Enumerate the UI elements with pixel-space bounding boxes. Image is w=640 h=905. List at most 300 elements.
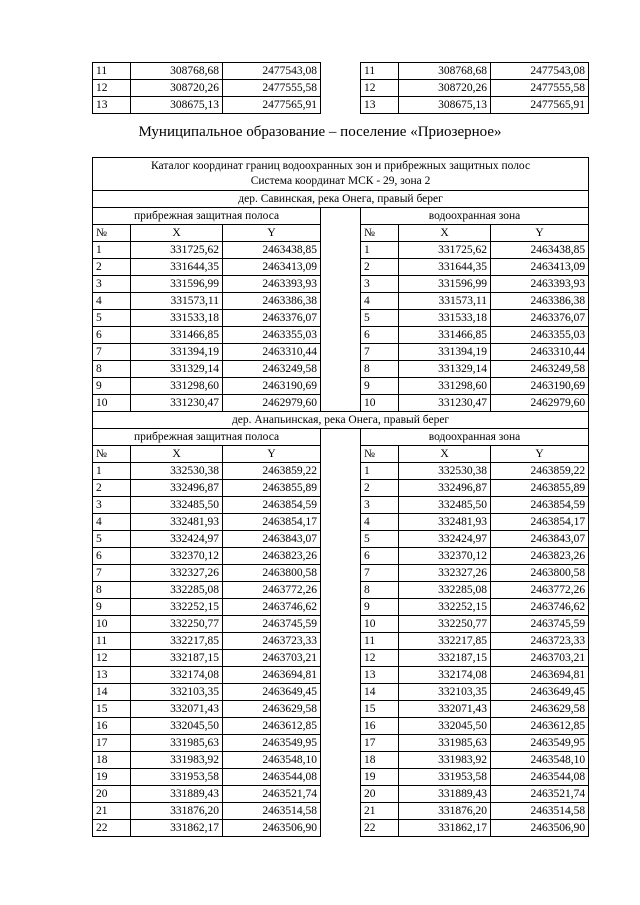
point-number: 6: [361, 327, 399, 344]
point-number: 8: [93, 361, 131, 378]
coord-x: 331298,60: [399, 378, 491, 395]
column-gap: [321, 378, 361, 395]
point-number: 12: [93, 80, 131, 97]
coord-y: 2463376,07: [223, 310, 321, 327]
column-gap: [321, 310, 361, 327]
coord-x: 332530,38: [399, 463, 491, 480]
point-number: 7: [93, 565, 131, 582]
header-number: №: [93, 225, 131, 242]
right-zone-title: водоохранная зона: [361, 429, 589, 446]
coord-x: 331983,92: [131, 752, 223, 769]
column-gap: [321, 684, 361, 701]
table-row: [93, 310, 589, 327]
coord-y: 2477555,58: [223, 80, 321, 97]
coord-y: 2463521,74: [491, 786, 589, 803]
column-gap: [321, 327, 361, 344]
coord-x: 332071,43: [131, 701, 223, 718]
column-header-row: [93, 225, 589, 242]
point-number: 22: [361, 820, 399, 837]
coord-y: 2463355,03: [491, 327, 589, 344]
column-gap: [321, 395, 361, 412]
header-y: Y: [491, 225, 589, 242]
table-row: [93, 701, 589, 718]
column-gap: [321, 650, 361, 667]
column-gap: [321, 786, 361, 803]
point-number: 9: [361, 378, 399, 395]
table-row: [93, 684, 589, 701]
point-number: 13: [93, 97, 131, 114]
coord-y: 2463854,59: [223, 497, 321, 514]
coord-x: 331394,19: [131, 344, 223, 361]
point-number: 16: [361, 718, 399, 735]
header-x: X: [131, 446, 223, 463]
table-row: [93, 344, 589, 361]
coord-y: 2463843,07: [491, 531, 589, 548]
coord-y: 2463723,33: [223, 633, 321, 650]
point-number: 11: [93, 63, 131, 80]
table-row: [93, 276, 589, 293]
coord-x: 331953,58: [131, 769, 223, 786]
column-gap: [321, 463, 361, 480]
point-number: 1: [93, 242, 131, 259]
point-number: 2: [361, 259, 399, 276]
point-number: 1: [361, 242, 399, 259]
column-gap: [321, 599, 361, 616]
point-number: 21: [93, 803, 131, 820]
point-number: 4: [93, 293, 131, 310]
point-number: 2: [361, 480, 399, 497]
coord-x: 331596,99: [131, 276, 223, 293]
coord-x: 331329,14: [131, 361, 223, 378]
coord-y: 2463629,58: [223, 701, 321, 718]
coord-x: 332071,43: [399, 701, 491, 718]
coord-x: 331533,18: [131, 310, 223, 327]
point-number: 21: [361, 803, 399, 820]
page-heading: Муниципальное образование – поселение «Приозерное»: [138, 124, 502, 140]
coord-y: 2463514,58: [491, 803, 589, 820]
column-gap: [321, 225, 361, 242]
coord-y: 2463843,07: [223, 531, 321, 548]
coord-x: 332370,12: [399, 548, 491, 565]
column-gap: [321, 80, 361, 97]
coord-y: 2463310,44: [491, 344, 589, 361]
header-y: Y: [223, 446, 321, 463]
coord-y: 2463772,26: [491, 582, 589, 599]
coord-x: 308768,68: [131, 63, 223, 80]
coord-x: 331533,18: [399, 310, 491, 327]
point-number: 13: [361, 97, 399, 114]
coord-y: 2463190,69: [491, 378, 589, 395]
coord-y: 2463745,59: [223, 616, 321, 633]
coord-x: 331230,47: [131, 395, 223, 412]
section-title-row: [93, 191, 589, 208]
coord-y: 2463521,74: [223, 786, 321, 803]
point-number: 17: [93, 735, 131, 752]
coord-x: 332481,93: [131, 514, 223, 531]
coord-y: 2463310,44: [223, 344, 321, 361]
point-number: 19: [93, 769, 131, 786]
point-number: 3: [361, 497, 399, 514]
table-row: [93, 259, 589, 276]
point-number: 2: [93, 259, 131, 276]
table-row: [93, 80, 589, 97]
catalog-table: [92, 157, 589, 837]
table-row: [93, 752, 589, 769]
column-gap: [321, 429, 361, 446]
table-row: [93, 582, 589, 599]
point-number: 15: [93, 701, 131, 718]
table-row: [93, 769, 589, 786]
coord-y: 2463190,69: [223, 378, 321, 395]
coord-x: 331985,63: [131, 735, 223, 752]
point-number: 4: [93, 514, 131, 531]
coord-x: 331298,60: [131, 378, 223, 395]
left-zone-title: прибрежная защитная полоса: [93, 429, 321, 446]
coord-y: 2463413,09: [223, 259, 321, 276]
point-number: 9: [361, 599, 399, 616]
coord-x: 331889,43: [131, 786, 223, 803]
coord-y: 2463249,58: [491, 361, 589, 378]
coord-x: 331725,62: [399, 242, 491, 259]
point-number: 5: [361, 531, 399, 548]
coord-x: 331644,35: [399, 259, 491, 276]
point-number: 7: [361, 344, 399, 361]
coord-x: 331329,14: [399, 361, 491, 378]
column-gap: [321, 565, 361, 582]
point-number: 19: [361, 769, 399, 786]
header-number: №: [361, 446, 399, 463]
coord-x: 308675,13: [131, 97, 223, 114]
catalog-title-line2: Система координат МСК - 29, зона 2: [250, 175, 431, 187]
point-number: 16: [93, 718, 131, 735]
coord-x: 331983,92: [399, 752, 491, 769]
point-number: 13: [93, 667, 131, 684]
point-number: 20: [93, 786, 131, 803]
coord-y: 2462979,60: [223, 395, 321, 412]
point-number: 8: [361, 361, 399, 378]
point-number: 1: [93, 463, 131, 480]
column-gap: [321, 803, 361, 820]
point-number: 9: [93, 599, 131, 616]
coord-x: 332424,97: [399, 531, 491, 548]
point-number: 11: [361, 633, 399, 650]
point-number: 10: [361, 395, 399, 412]
point-number: 20: [361, 786, 399, 803]
coord-y: 2462979,60: [491, 395, 589, 412]
coord-x: 332252,15: [131, 599, 223, 616]
coord-y: 2463393,93: [491, 276, 589, 293]
coord-y: 2463438,85: [223, 242, 321, 259]
coord-y: 2463649,45: [223, 684, 321, 701]
coord-y: 2477555,58: [491, 80, 589, 97]
coord-y: 2463694,81: [223, 667, 321, 684]
coord-y: 2477565,91: [223, 97, 321, 114]
header-x: X: [131, 225, 223, 242]
coord-x: 332327,26: [131, 565, 223, 582]
coord-x: 332187,15: [131, 650, 223, 667]
point-number: 17: [361, 735, 399, 752]
table-row: [93, 63, 589, 80]
coord-y: 2463249,58: [223, 361, 321, 378]
table-row: [93, 97, 589, 114]
column-gap: [321, 667, 361, 684]
right-zone-title: водоохранная зона: [361, 208, 589, 225]
point-number: 7: [361, 565, 399, 582]
point-number: 6: [93, 548, 131, 565]
coord-y: 2477543,08: [223, 63, 321, 80]
coord-x: 332187,15: [399, 650, 491, 667]
column-gap: [321, 361, 361, 378]
point-number: 15: [361, 701, 399, 718]
catalog-title-row: [93, 158, 589, 191]
point-number: 7: [93, 344, 131, 361]
coord-y: 2463855,89: [223, 480, 321, 497]
point-number: 10: [93, 616, 131, 633]
coord-y: 2463544,08: [223, 769, 321, 786]
point-number: 1: [361, 463, 399, 480]
coord-x: 332045,50: [399, 718, 491, 735]
coord-y: 2463386,38: [491, 293, 589, 310]
coord-x: 332103,35: [399, 684, 491, 701]
point-number: 11: [93, 633, 131, 650]
point-number: 5: [93, 531, 131, 548]
coord-y: 2477543,08: [491, 63, 589, 80]
coord-y: 2463413,09: [491, 259, 589, 276]
coord-y: 2463854,59: [491, 497, 589, 514]
coord-x: 332250,77: [399, 616, 491, 633]
point-number: 14: [93, 684, 131, 701]
point-number: 14: [361, 684, 399, 701]
coord-y: 2463649,45: [491, 684, 589, 701]
coord-x: 332103,35: [131, 684, 223, 701]
coord-y: 2463506,90: [491, 820, 589, 837]
column-gap: [321, 531, 361, 548]
coord-y: 2463745,59: [491, 616, 589, 633]
column-gap: [321, 514, 361, 531]
table-row: [93, 395, 589, 412]
coord-y: 2463823,26: [491, 548, 589, 565]
coord-y: 2463859,22: [491, 463, 589, 480]
coord-x: 331862,17: [399, 820, 491, 837]
coord-y: 2477565,91: [491, 97, 589, 114]
coord-x: 331230,47: [399, 395, 491, 412]
table-row: [93, 463, 589, 480]
point-number: 8: [93, 582, 131, 599]
header-y: Y: [491, 446, 589, 463]
coord-x: 331644,35: [131, 259, 223, 276]
table-row: [93, 361, 589, 378]
coord-x: 332424,97: [131, 531, 223, 548]
column-gap: [321, 208, 361, 225]
point-number: 6: [361, 548, 399, 565]
table-row: [93, 633, 589, 650]
column-gap: [321, 276, 361, 293]
column-gap: [321, 259, 361, 276]
point-number: 3: [361, 276, 399, 293]
coord-y: 2463800,58: [223, 565, 321, 582]
coord-y: 2463612,85: [491, 718, 589, 735]
column-gap: [321, 616, 361, 633]
point-number: 2: [93, 480, 131, 497]
table-row: [93, 480, 589, 497]
column-gap: [321, 735, 361, 752]
coord-x: 332174,08: [399, 667, 491, 684]
table-row: [93, 242, 589, 259]
column-gap: [321, 820, 361, 837]
column-gap: [321, 752, 361, 769]
point-number: 4: [361, 514, 399, 531]
column-gap: [321, 701, 361, 718]
coord-x: 332370,12: [131, 548, 223, 565]
top-coordinates-table: [92, 62, 589, 114]
column-gap: [321, 548, 361, 565]
table-row: [93, 803, 589, 820]
header-y: Y: [223, 225, 321, 242]
point-number: 12: [93, 650, 131, 667]
coord-y: 2463723,33: [491, 633, 589, 650]
coord-y: 2463629,58: [491, 701, 589, 718]
table-row: [93, 599, 589, 616]
table-row: [93, 293, 589, 310]
table-row: [93, 735, 589, 752]
coord-y: 2463772,26: [223, 582, 321, 599]
coord-x: 332217,85: [399, 633, 491, 650]
column-gap: [321, 497, 361, 514]
column-gap: [321, 446, 361, 463]
column-gap: [321, 480, 361, 497]
point-number: 5: [361, 310, 399, 327]
catalog-title: [93, 158, 589, 191]
coord-x: 331862,17: [131, 820, 223, 837]
coord-y: 2463544,08: [491, 769, 589, 786]
coord-y: 2463859,22: [223, 463, 321, 480]
column-gap: [321, 63, 361, 80]
header-x: X: [399, 225, 491, 242]
coord-y: 2463823,26: [223, 548, 321, 565]
coord-x: 332217,85: [131, 633, 223, 650]
coord-y: 2463855,89: [491, 480, 589, 497]
point-number: 12: [361, 650, 399, 667]
table-row: [93, 667, 589, 684]
zone-header-row: [93, 208, 589, 225]
coord-y: 2463746,62: [223, 599, 321, 616]
coord-x: 332485,50: [399, 497, 491, 514]
coord-y: 2463549,95: [491, 735, 589, 752]
coord-x: 331573,11: [399, 293, 491, 310]
coord-x: 331889,43: [399, 786, 491, 803]
coord-x: 331466,85: [399, 327, 491, 344]
coord-x: 331725,62: [131, 242, 223, 259]
table-row: [93, 497, 589, 514]
point-number: 10: [361, 616, 399, 633]
coord-y: 2463746,62: [491, 599, 589, 616]
table-row: [93, 565, 589, 582]
coord-y: 2463549,95: [223, 735, 321, 752]
point-number: 12: [361, 80, 399, 97]
coord-x: 331573,11: [131, 293, 223, 310]
column-gap: [321, 293, 361, 310]
coord-x: 331596,99: [399, 276, 491, 293]
coord-y: 2463514,58: [223, 803, 321, 820]
column-gap: [321, 582, 361, 599]
coord-x: 332485,50: [131, 497, 223, 514]
table-row: [93, 718, 589, 735]
coord-x: 308675,13: [399, 97, 491, 114]
coord-x: 331876,20: [131, 803, 223, 820]
table-row: [93, 786, 589, 803]
section-title: дер. Анапьинская, река Онега, правый берег: [93, 412, 589, 429]
header-x: X: [399, 446, 491, 463]
coord-x: 332252,15: [399, 599, 491, 616]
table-row: [93, 820, 589, 837]
point-number: 8: [361, 582, 399, 599]
point-number: 18: [361, 752, 399, 769]
point-number: 11: [361, 63, 399, 80]
coord-y: 2463393,93: [223, 276, 321, 293]
zone-header-row: [93, 429, 589, 446]
table-row: [93, 514, 589, 531]
table-row: [93, 548, 589, 565]
header-number: №: [361, 225, 399, 242]
coord-y: 2463854,17: [223, 514, 321, 531]
coord-x: 332481,93: [399, 514, 491, 531]
coord-x: 332045,50: [131, 718, 223, 735]
coord-y: 2463703,21: [223, 650, 321, 667]
coord-x: 332327,26: [399, 565, 491, 582]
coord-y: 2463506,90: [223, 820, 321, 837]
header-number: №: [93, 446, 131, 463]
coord-x: 332174,08: [131, 667, 223, 684]
coord-x: 308720,26: [131, 80, 223, 97]
column-gap: [321, 718, 361, 735]
column-gap: [321, 344, 361, 361]
coord-x: 331876,20: [399, 803, 491, 820]
coord-x: 331394,19: [399, 344, 491, 361]
coord-y: 2463854,17: [491, 514, 589, 531]
coord-x: 332285,08: [399, 582, 491, 599]
table-row: [93, 616, 589, 633]
table-row: [93, 531, 589, 548]
column-gap: [321, 97, 361, 114]
coord-x: 332496,87: [131, 480, 223, 497]
point-number: 4: [361, 293, 399, 310]
point-number: 18: [93, 752, 131, 769]
coord-y: 2463548,10: [223, 752, 321, 769]
coord-x: 331985,63: [399, 735, 491, 752]
point-number: 9: [93, 378, 131, 395]
column-gap: [321, 242, 361, 259]
left-zone-title: прибрежная защитная полоса: [93, 208, 321, 225]
section-title-row: [93, 412, 589, 429]
coord-x: 308720,26: [399, 80, 491, 97]
coord-x: 331466,85: [131, 327, 223, 344]
table-row: [93, 378, 589, 395]
catalog-title-line1: Каталог координат границ водоохранных зон и прибрежных защитных полос: [151, 160, 531, 172]
coord-y: 2463355,03: [223, 327, 321, 344]
coord-y: 2463612,85: [223, 718, 321, 735]
coord-x: 332530,38: [131, 463, 223, 480]
coord-x: 308768,68: [399, 63, 491, 80]
table-row: [93, 327, 589, 344]
point-number: 13: [361, 667, 399, 684]
section-title: дер. Савинская, река Онега, правый берег: [93, 191, 589, 208]
point-number: 3: [93, 276, 131, 293]
coord-y: 2463800,58: [491, 565, 589, 582]
coord-y: 2463548,10: [491, 752, 589, 769]
coord-y: 2463438,85: [491, 242, 589, 259]
coord-y: 2463694,81: [491, 667, 589, 684]
column-header-row: [93, 446, 589, 463]
